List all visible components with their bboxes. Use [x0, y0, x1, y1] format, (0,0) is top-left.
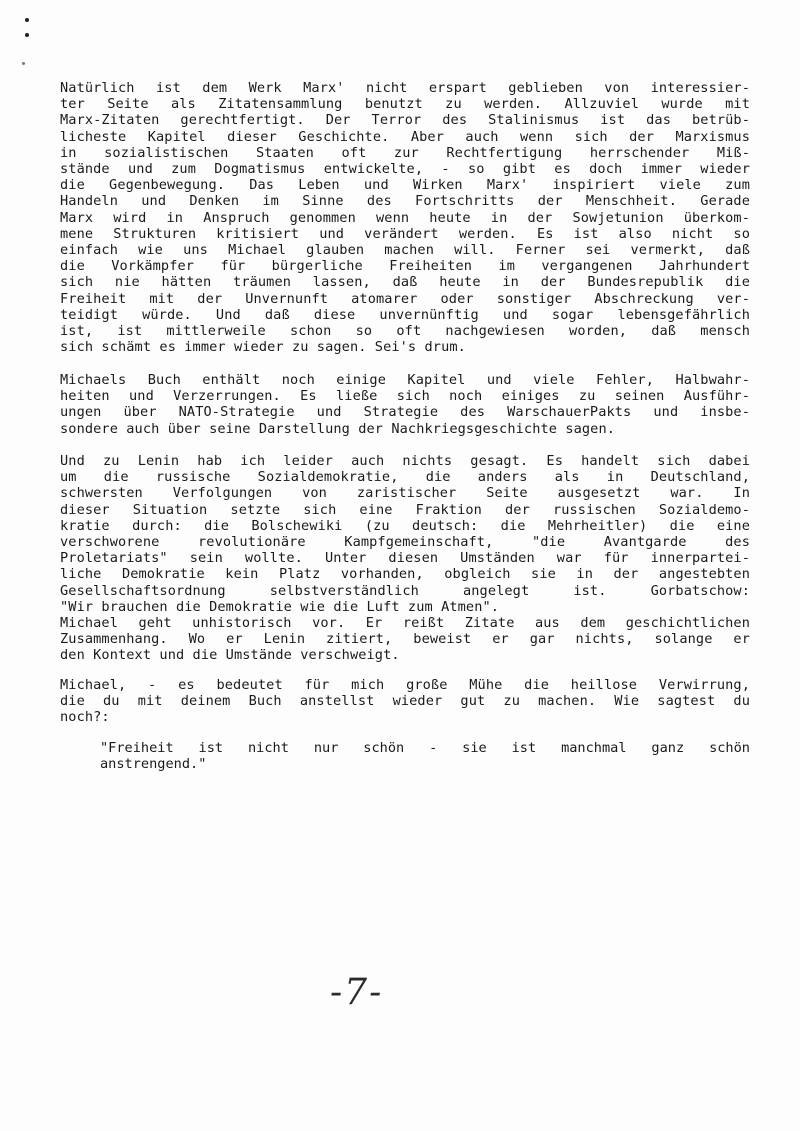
text-line: Und zu Lenin hab ich leider auch nichts gesagt. Es handelt sich dabei [60, 453, 750, 469]
page-number: -7- [330, 972, 384, 1013]
scan-speck [25, 18, 29, 22]
text-line: licheste Kapitel dieser Geschichte. Aber auch wenn sich der Marxismus [60, 128, 750, 145]
quote-line: "Freiheit ist nicht nur schön - sie ist manchmal ganz schön [100, 740, 750, 756]
text-line: Michael geht unhistorisch vor. Er reißt Zitate aus dem geschichtlichen [60, 615, 750, 632]
text-line: den Kontext und die Umstände verschweigt. [60, 647, 400, 664]
text-line: Handeln und Denken im Sinne des Fortschritts der Menschheit. Gerade [60, 193, 750, 210]
scan-speck [25, 33, 29, 37]
text-line: Natürlich ist dem Werk Marx' nicht erspart geblieben von interessier- [60, 80, 750, 96]
text-line: Freiheit mit der Unvernunft atomarer oder sonstiger Abschreckung ver- [60, 290, 750, 307]
paragraph-marx-citations [60, 80, 750, 355]
text-line: schwersten Verfolgungen von zaristischer Seite ausgesetzt war. In [60, 485, 750, 502]
closing-quote [100, 740, 750, 772]
text-line: teidigt würde. Und daß diese unvernünftig und sogar lebensgefährlich [60, 306, 750, 323]
text-line: in sozialistischen Staaten oft zur Rechtfertigung herrschender Miß- [60, 144, 750, 161]
text-line: Michael, - es bedeutet für mich große Mühe die heillose Verwirrung, [60, 677, 750, 693]
text-line: um die russische Sozialdemokratie, die anders als in Deutschland, [60, 469, 750, 486]
text-line: die du mit deinem Buch anstellst wieder gut zu machen. Wie sagtest du [60, 693, 750, 710]
text-line: einfach wie uns Michael glauben machen will. Ferner sei vermerkt, daß [60, 242, 750, 259]
text-line: ter Seite als Zitatensammlung benutzt zu werden. Allzuviel wurde mit [60, 96, 750, 113]
text-line: sondere auch über seine Darstellung der Nachkriegsgeschichte sagen. [60, 420, 616, 437]
text-line: Michaels Buch enthält noch einige Kapitel und viele Fehler, Halbwahr- [60, 372, 750, 388]
text-line: kratie durch: die Bolschewiki (zu deutsch: die Mehrheitler) die eine [60, 517, 750, 534]
text-line: Gesellschaftsordnung selbstverständlich angelegt ist. Gorbatschow: [60, 582, 750, 599]
text-line: liche Demokratie kein Platz vorhanden, obgleich sie in der angestebten [60, 566, 750, 583]
paragraph-lenin [60, 453, 750, 664]
text-line: "Wir brauchen die Demokratie wie die Luft zum Atmen". [60, 598, 500, 615]
text-line: ist, ist mittlerweile schon so oft nachgewiesen worden, daß mensch [60, 323, 750, 340]
text-line: Zusammenhang. Wo er Lenin zitiert, beweist er gar nichts, solange er [60, 631, 750, 648]
quote-line: anstrengend." [100, 756, 207, 773]
text-line: stände und zum Dogmatismus entwickelte, - so gibt es doch immer wieder [60, 161, 750, 178]
text-line: Marx-Zitaten gerechtfertigt. Der Terror des Stalinismus ist das betrüb- [60, 112, 750, 129]
text-line: verschworene revolutionäre Kampfgemeinschaft, "die Avantgarde des [60, 534, 750, 551]
paragraph-michaels-book [60, 372, 750, 437]
text-line: mene Strukturen kritisiert und verändert werden. Es ist also nicht so [60, 225, 750, 242]
text-line: heiten und Verzerrungen. Es ließe sich noch einiges zu seinen Ausführ- [60, 388, 750, 405]
text-line: Marx wird in Anspruch genommen wenn heute in der Sowjetunion überkom- [60, 209, 750, 226]
text-line: noch?: [60, 709, 110, 726]
text-line: dieser Situation setzte sich eine Fraktion der russischen Sozialdemo- [60, 501, 750, 518]
text-line: ungen über NATO-Strategie und Strategie des WarschauerPakts und insbe- [60, 404, 750, 421]
text-line: die Vorkämpfer für bürgerliche Freiheiten im vergangenen Jahrhundert [60, 258, 750, 275]
paragraph-michael-confusion [60, 677, 750, 726]
text-line: die Gegenbewegung. Das Leben und Wirken Marx' inspiriert viele zum [60, 177, 750, 194]
text-line: sich nie hätten träumen lassen, daß heute in der Bundesrepublik die [60, 274, 750, 291]
scan-speck [22, 62, 25, 65]
text-line: Proletariats" sein wollte. Unter diesen Umständen war für innerpartei- [60, 550, 750, 567]
text-line: sich schämt es immer wieder zu sagen. Sei's drum. [60, 339, 466, 356]
